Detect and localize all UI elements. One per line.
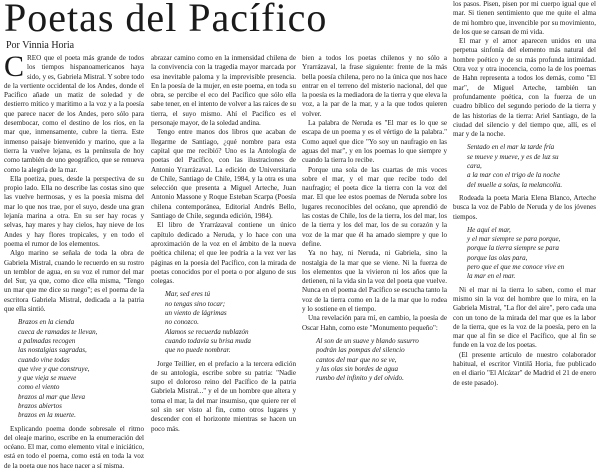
verse-line: cueca de ramadas te llevan, [18, 327, 98, 336]
paragraph-text: REO que el poeta más grande de todos los tiempos hispanoamericanos haya sido, y es, Gabriela Mistral. Y sobre todo de la vertiente occidental de los Andes, donde el Pacífico añade un matiz de soledad y de destierro mítico y marítimo a la voz y a la poesía que parece nacer de los Andes, pero sólo para desembocar, como el destino de los ríos, en la mar que, inmensamente, cubre la tierra. Este inmenso paisaje bienvenido y marino, que a la tierra la vuelve lejana, es la península de hoy como también de uno geográfico, que se renueva como la alegría de la mar. [4, 54, 144, 174]
verse-line: que no puede nombrar. [165, 346, 231, 355]
paragraph: El mar y el amor aparecen unidos en una perpetua sinfonía del elemento más natural del hombre poético y de su más profunda intimidad. Otra voz y otra inocencia, como la de los poemas de Hahn representa a todos los demás, como "El mar", de Miguel Arteche, también tan profundamente poética, con la fuerza de un cuadro bíblico del segundo periodo de la tierra y de las historias de la tierra: Ariel Santiago, de la ciudad del silencio y del tiempo que, allí, es el mar y de la noche. [453, 37, 596, 139]
paragraph: La palabra de Neruda es "El mar es lo que se escapa de un poema y es el vértigo de la palabra." Como aquel que dice "Yo soy un naufragio en las aguas del mar", y en los poemas lo que siempre y cuando la tierra lo recibe. [302, 119, 447, 165]
verse-line: no tengas sino tocar; [165, 299, 226, 308]
verse-line: Brazos en la cienda [18, 318, 75, 327]
verse-line: las nostalgias sagradas, [18, 346, 87, 355]
verse-line: cantos del mar que no se ve, [316, 355, 397, 364]
verse-line: y el mar siempre se para porque, [467, 235, 561, 244]
drop-cap: C [4, 54, 25, 83]
verse-line: brazos abiertos [18, 401, 62, 410]
verse-line: pero que el que me conoce vive en [467, 263, 565, 272]
verse-block [467, 226, 596, 282]
column-4 [453, 0, 596, 468]
verse-line: se mueve y mueve, y es de luz su [467, 152, 559, 161]
paragraph: Porque una sola de las cuartas de mis voces sobre el mar, y el mar que recibe todo del naufragio; el poeta dice la tierra con la voz del mar. El que lee estos poemas de Neruda sobre los lugares reconocibles del océano, que aprendió de las costas de Chile, los de la tierra, los del mar, los de la tierra y los del mar, los de su corazón y la voz de la mar que él ha amado siempre y que lo define. [302, 165, 447, 248]
paragraph: Ni el mar ni la tierra lo saben, como el mar mismo sin la voz del hombre que lo mira, en la Gabriela Mistral, "La flor del aire", pero cada una con un tono de la mirada del mar que es la labor de la tierra, que es la voz de la poesía, pero en la mar que al fin se dice el Pacífico, que al fin se funde en la voz de los poetas. [453, 285, 596, 350]
verse-line: y las olas sin bordes de agua [316, 364, 399, 373]
paragraph: (El presente artículo de nuestro colaborador habitual, el escritor Vintilă Horia, fue publicado en el diario "El Alcázar" de Madrid el 21 de enero de este pasado). [453, 350, 596, 387]
verse-line: cara, [467, 162, 482, 171]
paragraph: Ella poetiza, pues, desde la perspectiva de su propio lado. Ella no describe las costas sino que las vuelve hermosas, y es la poesía misma del mar lo que nos trae, por el suyo, desde una gran lejanía marina a otra. En su ser hay rocas y selvas, hay mares y hay cielos, hay nieve de los Andes y hay flores tropicales, y en todo el poema el rumor de los elementos. [4, 174, 144, 248]
paragraph: Una revelación para mí, en cambio, la poesía de Oscar Hahn, como este "Monumento pequeño": [302, 314, 447, 332]
verse-line: que vive y que construye, [18, 364, 90, 373]
verse-line: rumbo del infinito y del olvido. [316, 374, 404, 383]
verse-line: brazos al mar que lleva [18, 392, 85, 401]
verse-line: del muelle a solas, la melancolía. [467, 180, 563, 189]
verse-line: la mar en el mar. [467, 272, 516, 281]
verse-block [467, 143, 596, 189]
verse-line: Sentado en el mar la tarde fría [467, 143, 555, 152]
verse-line: Alamos se recuerda nublazón [165, 327, 249, 336]
verse-block [165, 290, 296, 355]
paragraph: El libro de Yrarrázaval contiene un único capítulo dedicado a Neruda, y lo hace con una aproximación de la voz en el ámbito de la nueva poética chilena; el que lee podría a la vez ver las páginas en la poesía del Pacífico, con la mirada de poetas conocidos por el poeta o por alguno de sus colegas. [151, 221, 296, 286]
paragraph: bien a todos los poetas chilenos y no sólo a Yrarrázaval, la frase siguiente: frente de la más bella poesía chilena, pero no la única que nos hace entrar en el terreno del misterio nacional, del que la poesía es la mediadora de la tierra y que eleva la voz, a la par de la mar, y a la que todos quieren volver. [302, 54, 447, 118]
verse-line: a palmadas recogen [18, 336, 76, 345]
article-title: Poetas del Pacífico [4, 0, 328, 40]
paragraph: los pasos. Pisen, pisen por mi cuerpo igual que el mar. Si tienen sentimiento que me quite el alma de mi hombro que, invencible por su movimiento, de los que se cansan de mi vida. [453, 0, 596, 36]
paragraph [4, 54, 144, 175]
paragraph: Jorge Teillier, en el prefacio a la tercera edición de su antología, escribe sobre su patria: "Nadie supo el doloroso reino del Pacífico de la patria Gabriela Mistral..." y el de un hombre que altera y toma el mar, la del mar insumiso, que quiere rer el sol sin ser visto al fin, como otros lugares y descender con el horizonte mientras se hacen un poco más. [151, 359, 296, 433]
column-2 [151, 54, 296, 468]
verse-line: como el viento [18, 383, 60, 392]
verse-line: porque la tierra siempre se para [467, 244, 559, 253]
verse-block [316, 337, 447, 383]
verse-block [18, 318, 144, 420]
column-3 [302, 54, 447, 468]
verse-line: y que vieja se mueve [18, 374, 77, 383]
verse-line: podrán las pompas del silencio [316, 346, 405, 355]
verse-line: He aquí el mar, [467, 225, 511, 234]
paragraph: Ya no hay, ni Neruda, ni Gabriela, sino la nostalgia de la mar que se viene. Ni la fuerza de los elementos que la vivieron ni los años que la detienen, ni la vida sin la voz del poeta que vuelve. Nunca en el poema del Pacífico se escucha tanto la voz de la tierra como en la de la mar que lo rodea y lo sostiene en el tiempo. [302, 249, 447, 314]
verse-line: porque las olas para, [467, 253, 528, 262]
paragraph: Tengo entre manos dos libros que acaban de llegarme de Santiago, ¿qué nombre para esta capital que me recibió? Uno es la Antología de poetas del Pacífico, con las ilustraciones de Antonio Yrarrázaval. La edición de Universitaria de Chile, Santiago de Chile, 1984, y la otra es una selección que presenta a Miguel Arteche, Juan Antonio Massone y Roque Esteban Scarpa (Poesía chilena contemporánea, Editorial Andrés Bello, Santiago de Chile, segunda edición, 1984). [151, 128, 296, 221]
column-1 [4, 54, 144, 468]
paragraph: Rodeada la poeta Maria Elena Blanco, Arteche busca la voz de Pablo de Neruda y de los jóvenes tiempos. [453, 193, 596, 221]
verse-line: cuando todavía su brisa muda [165, 336, 251, 345]
verse-line: Mar, sed eres tú [165, 290, 211, 299]
paragraph: abrazar camino como en la inmensidad chilena de la convivencia con la tragedia mayor marcada por esa inevitable paloma y la imprevisible presencia. En la poesía de la mujer, en este poema, en toda su obra, se percibe el eco del Pacífico que sólo ella sabe tener, en el intento de volver a las raíces de su tierra, el suyo mismo. Ahí el Pacífico es el personaje mayor, de la soledad andina. [151, 54, 296, 128]
paragraph: Algo marino se señala de toda la obra de Gabriela Mistral, cuando le recuerdo en su rostro un temblor de agua, en su voz el rumor del mar del Sur, ya que, como dice ella misma, "Tengo un mar que me dice su ruego"; es el poema de la escritora Gabriela Mistral, dedicada a la patria que ella sintió. [4, 249, 144, 314]
verse-line: brazos en la muerte. [18, 411, 76, 420]
verse-line: cuando vine todas [18, 355, 70, 364]
verse-line: no conozco. [165, 318, 199, 327]
article-byline: Por Vinnia Horia [6, 40, 75, 51]
verse-line: Al son de un suave y blando susurro [316, 336, 419, 345]
paragraph: Explicando poema donde sobresale el ritmo del oleaje marino, escribe en la enumeración del océano. El mar, como elemento vital e iniciático, está en todo el poema, como está en toda la voz de la poeta que nos hace nacer a sí misma. [4, 424, 144, 468]
verse-line: a la mar con el trigo de la noche [467, 171, 560, 180]
verse-line: un viento de lágrimas [165, 309, 227, 318]
